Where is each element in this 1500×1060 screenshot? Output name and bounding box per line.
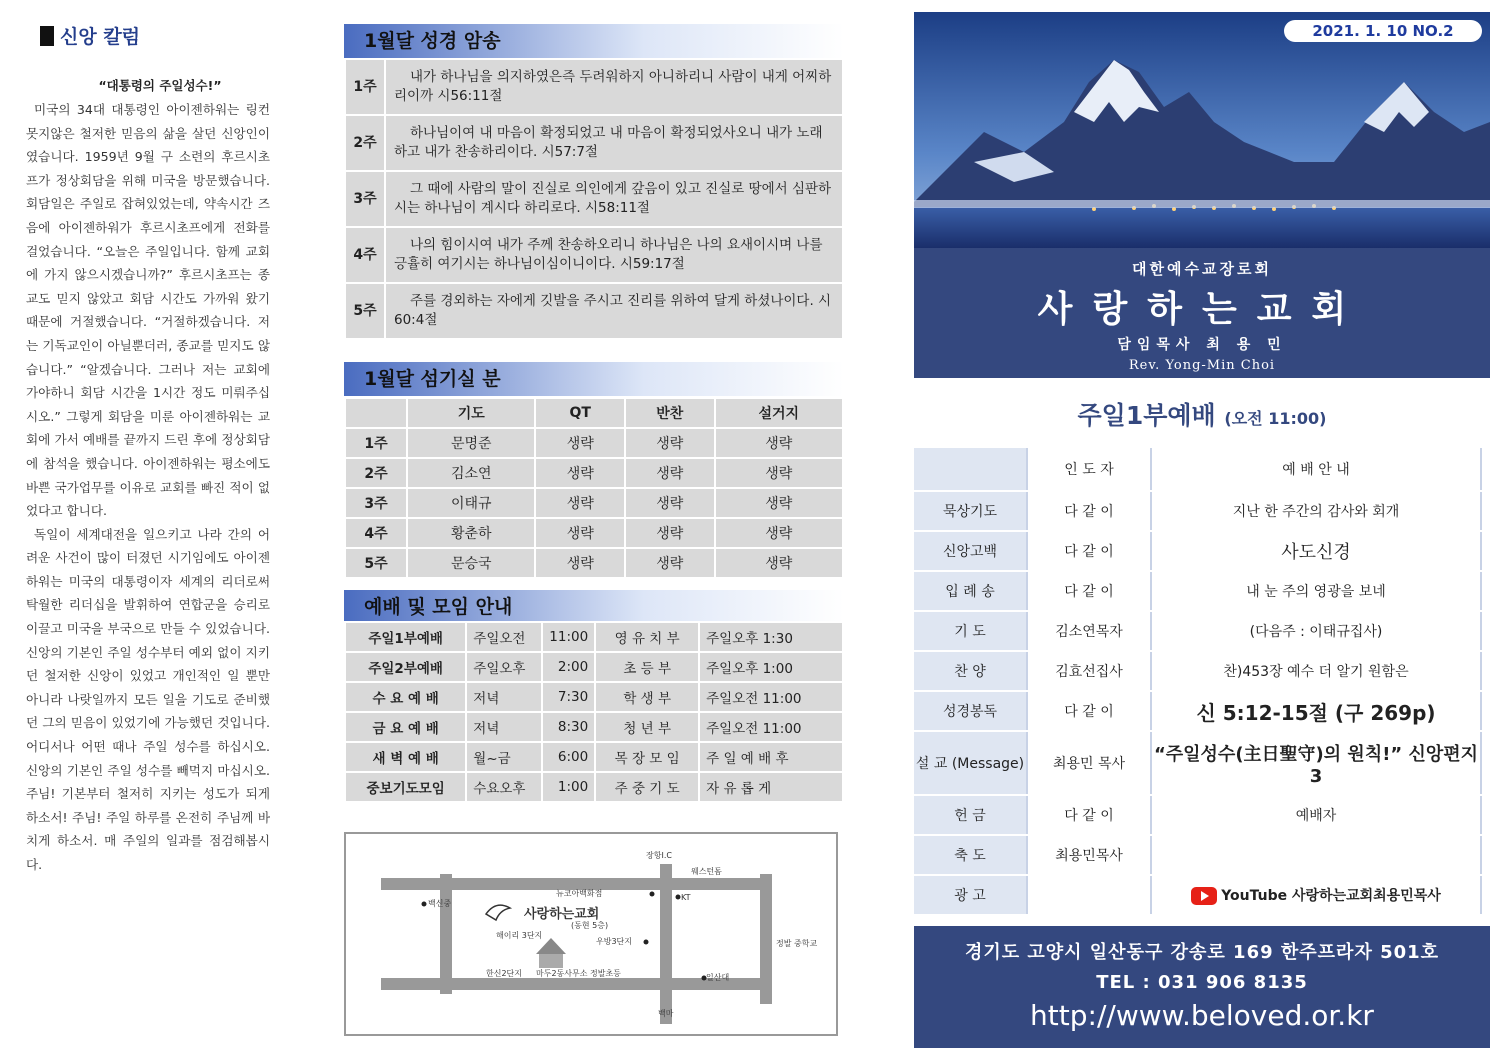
worship-item: 기 도 bbox=[914, 611, 1027, 651]
verse-text: 그 때에 사람의 말이 진실로 의인에게 갚음이 있고 진실로 땅에서 심판하시는 하나님이 계시다 하리로다. 시58:11절 bbox=[385, 171, 843, 227]
map-label-office: 마두2동사무소 정발초등 bbox=[536, 969, 621, 978]
service-cell: 생략 bbox=[625, 548, 715, 578]
pastor-name-en: Rev. Yong-Min Choi bbox=[1128, 358, 1276, 373]
service-header bbox=[345, 398, 407, 428]
worship-item: 묵상기도 bbox=[914, 491, 1027, 531]
meeting-time: 6:00 bbox=[542, 742, 595, 772]
worship-item: 축 도 bbox=[914, 835, 1027, 875]
column-heading: “대통령의 주일성수!” bbox=[98, 78, 222, 93]
map-label-baekma: 백마 bbox=[658, 1009, 674, 1018]
group-time: 주일오전 11:00 bbox=[699, 682, 843, 712]
service-table bbox=[344, 397, 844, 579]
worship-row bbox=[914, 651, 1481, 691]
verse-week: 2주 bbox=[345, 115, 385, 171]
meeting-name: 새 벽 예 배 bbox=[345, 742, 466, 772]
meeting-name: 주일2부예배 bbox=[345, 652, 466, 682]
service-row bbox=[345, 428, 843, 458]
map-label-jeongbal: 정발 중학교 bbox=[776, 939, 818, 948]
worship-detail: 사도신경 bbox=[1151, 531, 1481, 571]
service-cell: 생략 bbox=[715, 488, 844, 518]
worship-row bbox=[914, 731, 1481, 795]
group-time: 주일오전 11:00 bbox=[699, 712, 843, 742]
map-label-baeksuk: 백신중 bbox=[428, 899, 452, 908]
worship-item: 설 교 (Message) bbox=[914, 731, 1027, 795]
worship-leader: 김효선집사 bbox=[1027, 651, 1151, 691]
worship-detail bbox=[1151, 835, 1481, 875]
group-name: 학 생 부 bbox=[595, 682, 699, 712]
service-header: 기도 bbox=[407, 398, 535, 428]
service-week: 3주 bbox=[345, 488, 407, 518]
worship-leader bbox=[1027, 875, 1151, 915]
column-title-text: 신앙 칼럼 bbox=[60, 26, 141, 48]
worship-item: 성경봉독 bbox=[914, 691, 1027, 731]
group-time: 주일오후 1:30 bbox=[699, 622, 843, 652]
worship-row bbox=[914, 491, 1481, 531]
worship-title bbox=[914, 396, 1490, 432]
worship-item: 광 고 bbox=[914, 875, 1027, 915]
worship-title-text: 주일1부예배 bbox=[1077, 401, 1216, 430]
worship-detail: 내 눈 주의 영광을 보네 bbox=[1151, 571, 1481, 611]
map-label-newcore: 뉴코아백화점 bbox=[556, 889, 603, 898]
verse-text: 내가 하나님을 의지하였은즉 두려워하지 아니하리니 사람이 내게 어찌하리이까 시56:11절 bbox=[385, 59, 843, 115]
map-label-woobang: 우방3단지 bbox=[596, 937, 633, 946]
worship-row bbox=[914, 571, 1481, 611]
group-time: 주 일 예 배 후 bbox=[699, 742, 843, 772]
verse-row bbox=[345, 59, 843, 115]
worship-header-row bbox=[914, 448, 1481, 491]
service-week: 2주 bbox=[345, 458, 407, 488]
group-name: 영 유 치 부 bbox=[595, 622, 699, 652]
verse-week: 3주 bbox=[345, 171, 385, 227]
service-header: QT bbox=[535, 398, 625, 428]
church-name: 사랑하는교회 bbox=[1037, 289, 1367, 330]
meeting-name: 금 요 예 배 bbox=[345, 712, 466, 742]
church-tel: TEL : 031 906 8135 bbox=[1096, 972, 1308, 993]
worship-detail: “주일성수(主日聖守)의 원칙!” 신앙편지3 bbox=[1151, 731, 1481, 795]
verse-row bbox=[345, 115, 843, 171]
verse-week: 1주 bbox=[345, 59, 385, 115]
meeting-name: 주일1부예배 bbox=[345, 622, 466, 652]
cover-photo bbox=[914, 12, 1490, 248]
column-paragraph-2: 독일이 세계대전을 일으키고 나라 간의 어려운 사건이 많이 터졌던 시기임에도 아이젠하워는 미국의 대통령이자 세계의 리더로써 탁월한 리더십을 발휘하여 연합군을 승리로 이끌고 미국을 부국으로 만들 수 있었습니다. 신앙의 기본인 주일 성수부터 예외 없이 지키던 철저한 신앙이 있었고 개인적인 일 뿐만 아니라 나랏일까지 모든 일을 기도로 준비했던 그의 믿음이 있었기에 가능했던 것입니다. 어디서나 어떤 때나 주일 성수를 하십시오. 신앙의 기본인 주일 성수를 빼먹지 마십시오. 주님! 기본부터 철저히 지키는 성도가 되게 하소서! 주님! 주일 하루를 온전히 주님께 바치게 하소서. 매 주일의 일과를 점검해봅시다. bbox=[26, 526, 270, 872]
meeting-row bbox=[345, 742, 843, 772]
verse-text: 하나님이여 내 마음이 확정되었고 내 마음이 확정되었사오니 내가 노래하고 내가 찬송하리이다. 시57:7절 bbox=[385, 115, 843, 171]
worship-leader: 김소연목자 bbox=[1027, 611, 1151, 651]
service-cell: 생략 bbox=[535, 548, 625, 578]
verse-row bbox=[345, 171, 843, 227]
meeting-day: 주일오전 bbox=[466, 622, 542, 652]
column-section-title bbox=[40, 22, 140, 49]
map-label-haeiri: 해이리 3단지 bbox=[496, 931, 543, 940]
service-cell: 생략 bbox=[715, 458, 844, 488]
service-cell: 생략 bbox=[625, 458, 715, 488]
service-header: 설거지 bbox=[715, 398, 844, 428]
worship-item: 입 례 송 bbox=[914, 571, 1027, 611]
youtube-channel[interactable]: YouTube 사랑하는교회최용민목사 bbox=[1221, 888, 1441, 904]
youtube-icon bbox=[1191, 887, 1217, 905]
worship-header: 인 도 자 bbox=[1027, 448, 1151, 491]
worship-detail[interactable] bbox=[1151, 875, 1481, 915]
service-cell: 생략 bbox=[535, 428, 625, 458]
worship-detail: 지난 한 주간의 감사와 회개 bbox=[1151, 491, 1481, 531]
worship-detail: (다음주 : 이태규집사) bbox=[1151, 611, 1481, 651]
service-cell: 생략 bbox=[625, 518, 715, 548]
denomination: 대한예수교장로회 bbox=[1132, 260, 1272, 278]
service-section-head bbox=[344, 362, 844, 396]
worship-header bbox=[914, 448, 1027, 491]
worship-time: (오전 11:00) bbox=[1224, 409, 1327, 428]
worship-item: 신앙고백 bbox=[914, 531, 1027, 571]
worship-item: 찬 양 bbox=[914, 651, 1027, 691]
church-logo-icon bbox=[486, 905, 510, 920]
service-week: 5주 bbox=[345, 548, 407, 578]
map-drawing bbox=[346, 834, 836, 1034]
service-header-row bbox=[345, 398, 843, 428]
group-name: 청 년 부 bbox=[595, 712, 699, 742]
group-name: 주 중 기 도 bbox=[595, 772, 699, 802]
meeting-day: 수요오후 bbox=[466, 772, 542, 802]
group-name: 초 등 부 bbox=[595, 652, 699, 682]
verses-title: 1월달 성경 암송 bbox=[364, 30, 501, 52]
verse-week: 5주 bbox=[345, 283, 385, 339]
worship-leader: 다 같 이 bbox=[1027, 491, 1151, 531]
issue-date-badge: 2021. 1. 10 NO.2 bbox=[1284, 20, 1482, 42]
worship-leader: 다 같 이 bbox=[1027, 691, 1151, 731]
church-banner bbox=[914, 248, 1490, 378]
worship-row bbox=[914, 691, 1481, 731]
service-row bbox=[345, 458, 843, 488]
map-label-ic: 장항I.C bbox=[646, 851, 672, 860]
service-row bbox=[345, 548, 843, 578]
church-website-link[interactable]: http://www.beloved.or.kr bbox=[1030, 999, 1374, 1032]
service-cell: 생략 bbox=[625, 488, 715, 518]
worship-item: 헌 금 bbox=[914, 795, 1027, 835]
service-cell: 생략 bbox=[535, 518, 625, 548]
meeting-day: 저녁 bbox=[466, 682, 542, 712]
map-label-hanshin: 한신2단지 bbox=[486, 969, 523, 978]
service-cell: 생략 bbox=[715, 428, 844, 458]
service-week: 4주 bbox=[345, 518, 407, 548]
meetings-table bbox=[344, 621, 844, 803]
meeting-time: 11:00 bbox=[542, 622, 595, 652]
worship-detail: 예배자 bbox=[1151, 795, 1481, 835]
meeting-day: 주일오후 bbox=[466, 652, 542, 682]
worship-leader: 다 같 이 bbox=[1027, 571, 1151, 611]
group-time: 주일오후 1:00 bbox=[699, 652, 843, 682]
service-cell: 이태규 bbox=[407, 488, 535, 518]
map-label-ilsan: 일산대 bbox=[706, 973, 730, 982]
meeting-day: 월~금 bbox=[466, 742, 542, 772]
service-week: 1주 bbox=[345, 428, 407, 458]
meeting-row bbox=[345, 712, 843, 742]
worship-detail: 찬)453장 예수 더 알기 원함은 bbox=[1151, 651, 1481, 691]
worship-detail: 신 5:12-15절 (구 269p) bbox=[1151, 691, 1481, 731]
verse-row bbox=[345, 227, 843, 283]
meeting-name: 중보기도모임 bbox=[345, 772, 466, 802]
pastor-name: 담임목사 최 용 민 bbox=[1117, 337, 1287, 353]
service-cell: 생략 bbox=[535, 458, 625, 488]
verse-table bbox=[344, 58, 844, 340]
verse-text: 주를 경외하는 자에게 깃발을 주시고 진리를 위하여 달게 하셨나이다. 시60:4절 bbox=[385, 283, 843, 339]
meeting-time: 2:00 bbox=[542, 652, 595, 682]
worship-row bbox=[914, 795, 1481, 835]
service-row bbox=[345, 518, 843, 548]
column-body bbox=[26, 98, 270, 877]
service-cell: 생략 bbox=[625, 428, 715, 458]
verse-text: 나의 힘이시여 내가 주께 찬송하오리니 하나님은 나의 요새이시며 나를 긍휼히 여기시는 하나님이심이니이다. 시59:17절 bbox=[385, 227, 843, 283]
meeting-day: 저녁 bbox=[466, 712, 542, 742]
meeting-row bbox=[345, 682, 843, 712]
worship-row bbox=[914, 835, 1481, 875]
service-cell: 문승국 bbox=[407, 548, 535, 578]
worship-row bbox=[914, 611, 1481, 651]
meeting-time: 7:30 bbox=[542, 682, 595, 712]
worship-leader: 다 같 이 bbox=[1027, 531, 1151, 571]
meeting-time: 8:30 bbox=[542, 712, 595, 742]
verse-week: 4주 bbox=[345, 227, 385, 283]
map-label-kt: KT bbox=[681, 893, 691, 902]
group-name: 목 장 모 임 bbox=[595, 742, 699, 772]
meeting-row bbox=[345, 652, 843, 682]
service-cell: 김소연 bbox=[407, 458, 535, 488]
church-footer bbox=[914, 926, 1490, 1048]
service-cell: 문명준 bbox=[407, 428, 535, 458]
worship-header: 예 배 안 내 bbox=[1151, 448, 1481, 491]
verse-row bbox=[345, 283, 843, 339]
service-cell: 생략 bbox=[715, 548, 844, 578]
map-label-church-sub: (동현 5층) bbox=[571, 921, 609, 930]
verses-section-head bbox=[344, 24, 844, 58]
service-cell: 황춘하 bbox=[407, 518, 535, 548]
meeting-row bbox=[345, 772, 843, 802]
meetings-title: 예배 및 모임 안내 bbox=[364, 596, 513, 618]
group-time: 자 유 롭 게 bbox=[699, 772, 843, 802]
church-address: 경기도 고양시 일산동구 강송로 169 한주프라자 501호 bbox=[964, 942, 1440, 963]
meeting-time: 1:00 bbox=[542, 772, 595, 802]
column-paragraph-1: 미국의 34대 대통령인 아이젠하워는 링컨 못지않은 철저한 믿음의 삶을 살던 신앙인이였습니다. 1959년 9월 구 소련의 후르시초프가 정상회담을 위해 미국을 방문했습니다. 회담일은 주일로 잡혀있었는데, 약속시간 즈음에 아이젠하워가 후르시초프에게 전화를 걸었습니다. “오늘은 주일입니다. 함께 교회에 가지 않으시겠습니까?” 후르시초프는 종교도 믿지 않았고 회담 시간도 가까워 왔기 때문에 거절했습니다. “거절하겠습니다. 저는 기독교인이 아닐뿐더러, 종교를 믿지도 않습니다.” “알겠습니다. 그러나 저는 교회에 가야하니 회담 시간을 1시간 정도 미뤄주십시오.” 그렇게 회담을 미룬 아이젠하워는 교회에 가서 예배를 끝까지 드린 후에 정상회담에 참석을 했습니다. 아이젠하워는 평소에도 바쁜 국가업무를 이유로 교회를 빠진 적이 없었다고 합니다. bbox=[26, 102, 270, 519]
map-label-church: 사랑하는교회 bbox=[524, 907, 600, 922]
church-building-icon bbox=[536, 938, 566, 968]
worship-row bbox=[914, 531, 1481, 571]
meeting-row bbox=[345, 622, 843, 652]
service-header: 반찬 bbox=[625, 398, 715, 428]
service-cell: 생략 bbox=[535, 488, 625, 518]
map-label-westdom: 웨스턴돔 bbox=[691, 867, 722, 876]
service-title: 1월달 섬기실 분 bbox=[364, 368, 501, 390]
worship-leader: 최용민목사 bbox=[1027, 835, 1151, 875]
service-row bbox=[345, 488, 843, 518]
service-cell: 생략 bbox=[715, 518, 844, 548]
meeting-name: 수 요 예 배 bbox=[345, 682, 466, 712]
square-bullet-icon bbox=[40, 26, 54, 46]
worship-leader: 최용민 목사 bbox=[1027, 731, 1151, 795]
worship-leader: 다 같 이 bbox=[1027, 795, 1151, 835]
worship-order-table bbox=[914, 448, 1482, 916]
location-map bbox=[344, 832, 838, 1036]
meetings-section-head bbox=[344, 590, 844, 624]
worship-row bbox=[914, 875, 1481, 915]
